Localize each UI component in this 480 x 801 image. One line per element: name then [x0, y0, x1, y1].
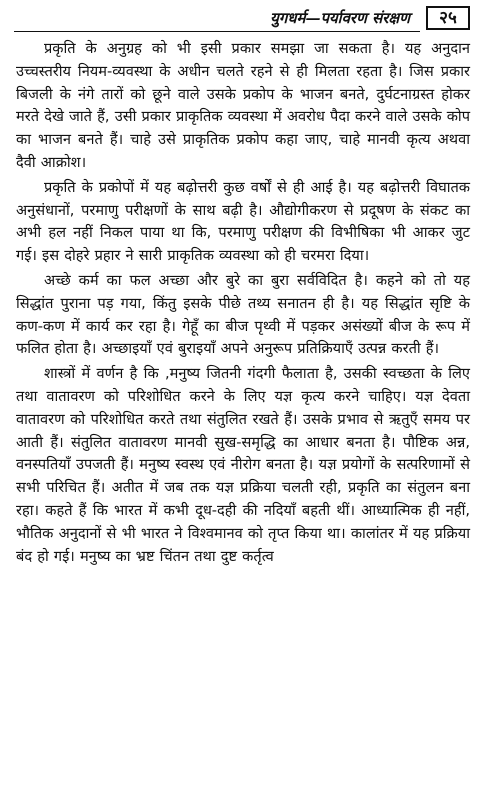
- page-number: २५: [426, 6, 470, 30]
- running-header-title: युगधर्म—पर्यावरण संरक्षण: [270, 9, 410, 27]
- paragraph-2: प्रकृति के प्रकोपों में यह बढ़ोत्तरी कुछ वर्षों से ही आई है। यह बढ़ोत्तरी विघातक अनुसंधानों, परमाणु परीक्षणों के साथ बढ़ी है। औद्योगीकरण से प्रदूषण के संकट का अभी हल नहीं निकल पाया था कि, परमाणु परीक्षण की विभीषिका भी आकर जुट गई। इस दोहरे प्रहार ने सारी प्राकृतिक व्यवस्था को ही चरमरा दिया।: [16, 178, 470, 265]
- paragraph-1: प्रकृति के अनुग्रह को भी इसी प्रकार समझा जा सकता है। यह अनुदान उच्चस्तरीय नियम-व्यवस्था के अधीन चलते रहने से ही मिलता रहता है। जिस प्रकार बिजली के नंगे तारों को छूने वाले उसके प्रकोप के भाजन बनते, दुर्घटनाग्रस्त होकर मरते देखे जाते हैं, उसी प्रकार प्राकृतिक व्यवस्था में अवरोध पैदा करने वाले उसके कोप का भाजन बनते हैं। चाहे उसे प्राकृतिक प्रकोप कहा जाए, चाहे मानवी कृत्य अथवा दैवी आक्रोश।: [16, 40, 470, 171]
- header-rule: [14, 31, 420, 32]
- page-body: [16, 38, 470, 570]
- paragraph-3: अच्छे कर्म का फल अच्छा और बुरे का बुरा सर्वविदित है। कहने को तो यह सिद्धांत पुराना पड़ गया, किंतु इसके पीछे तथ्य सनातन ही है। यह सिद्धांत सृष्टि के कण-कण में कार्य कर रहा है। गेहूँ का बीज पृथ्वी में पड़कर असंख्यों बीज के रूप में फलित होता है। अच्छाइयाँ एवं बुराइयाँ अपने अनुरूप प्रतिक्रियाएँ उत्पन्न करती हैं।: [16, 271, 470, 358]
- running-header: [14, 6, 472, 32]
- paragraph-4: शास्त्रों में वर्णन है कि ,मनुष्य जितनी गंदगी फैलाता है, उसकी स्वच्छता के लिए तथा वातावरण को परिशोधित करने के लिए यज्ञ कृत्य करने चाहिए। यज्ञ देवता वातावरण को परिशोधित करते तथा संतुलित रखते हैं। उसके प्रभाव से ऋतुएँ समय पर आती हैं। संतुलित वातावरण मानवी सुख-समृद्धि का आधार बनता है। पौष्टिक अन्न, वनस्पतियाँ उपजती हैं। मनुष्य स्वस्थ एवं नीरोग बनता है। यज्ञ प्रयोगों के सत्परिणामों से सभी परिचित हैं। अतीत में जब तक यज्ञ प्रक्रिया चलती रही, प्रकृति का संतुलन बना रहा। कहते हैं कि भारत में कभी दूध-दही की नदियाँ बहती थीं। आध्यात्मिक ही नहीं, भौतिक अनुदानों से भी भारत ने विश्वमानव को तृप्त किया था। कालांतर में यह प्रक्रिया बंद हो गई। मनुष्य का भ्रष्ट चिंतन तथा दुष्ट कर्तृत्व: [16, 365, 470, 565]
